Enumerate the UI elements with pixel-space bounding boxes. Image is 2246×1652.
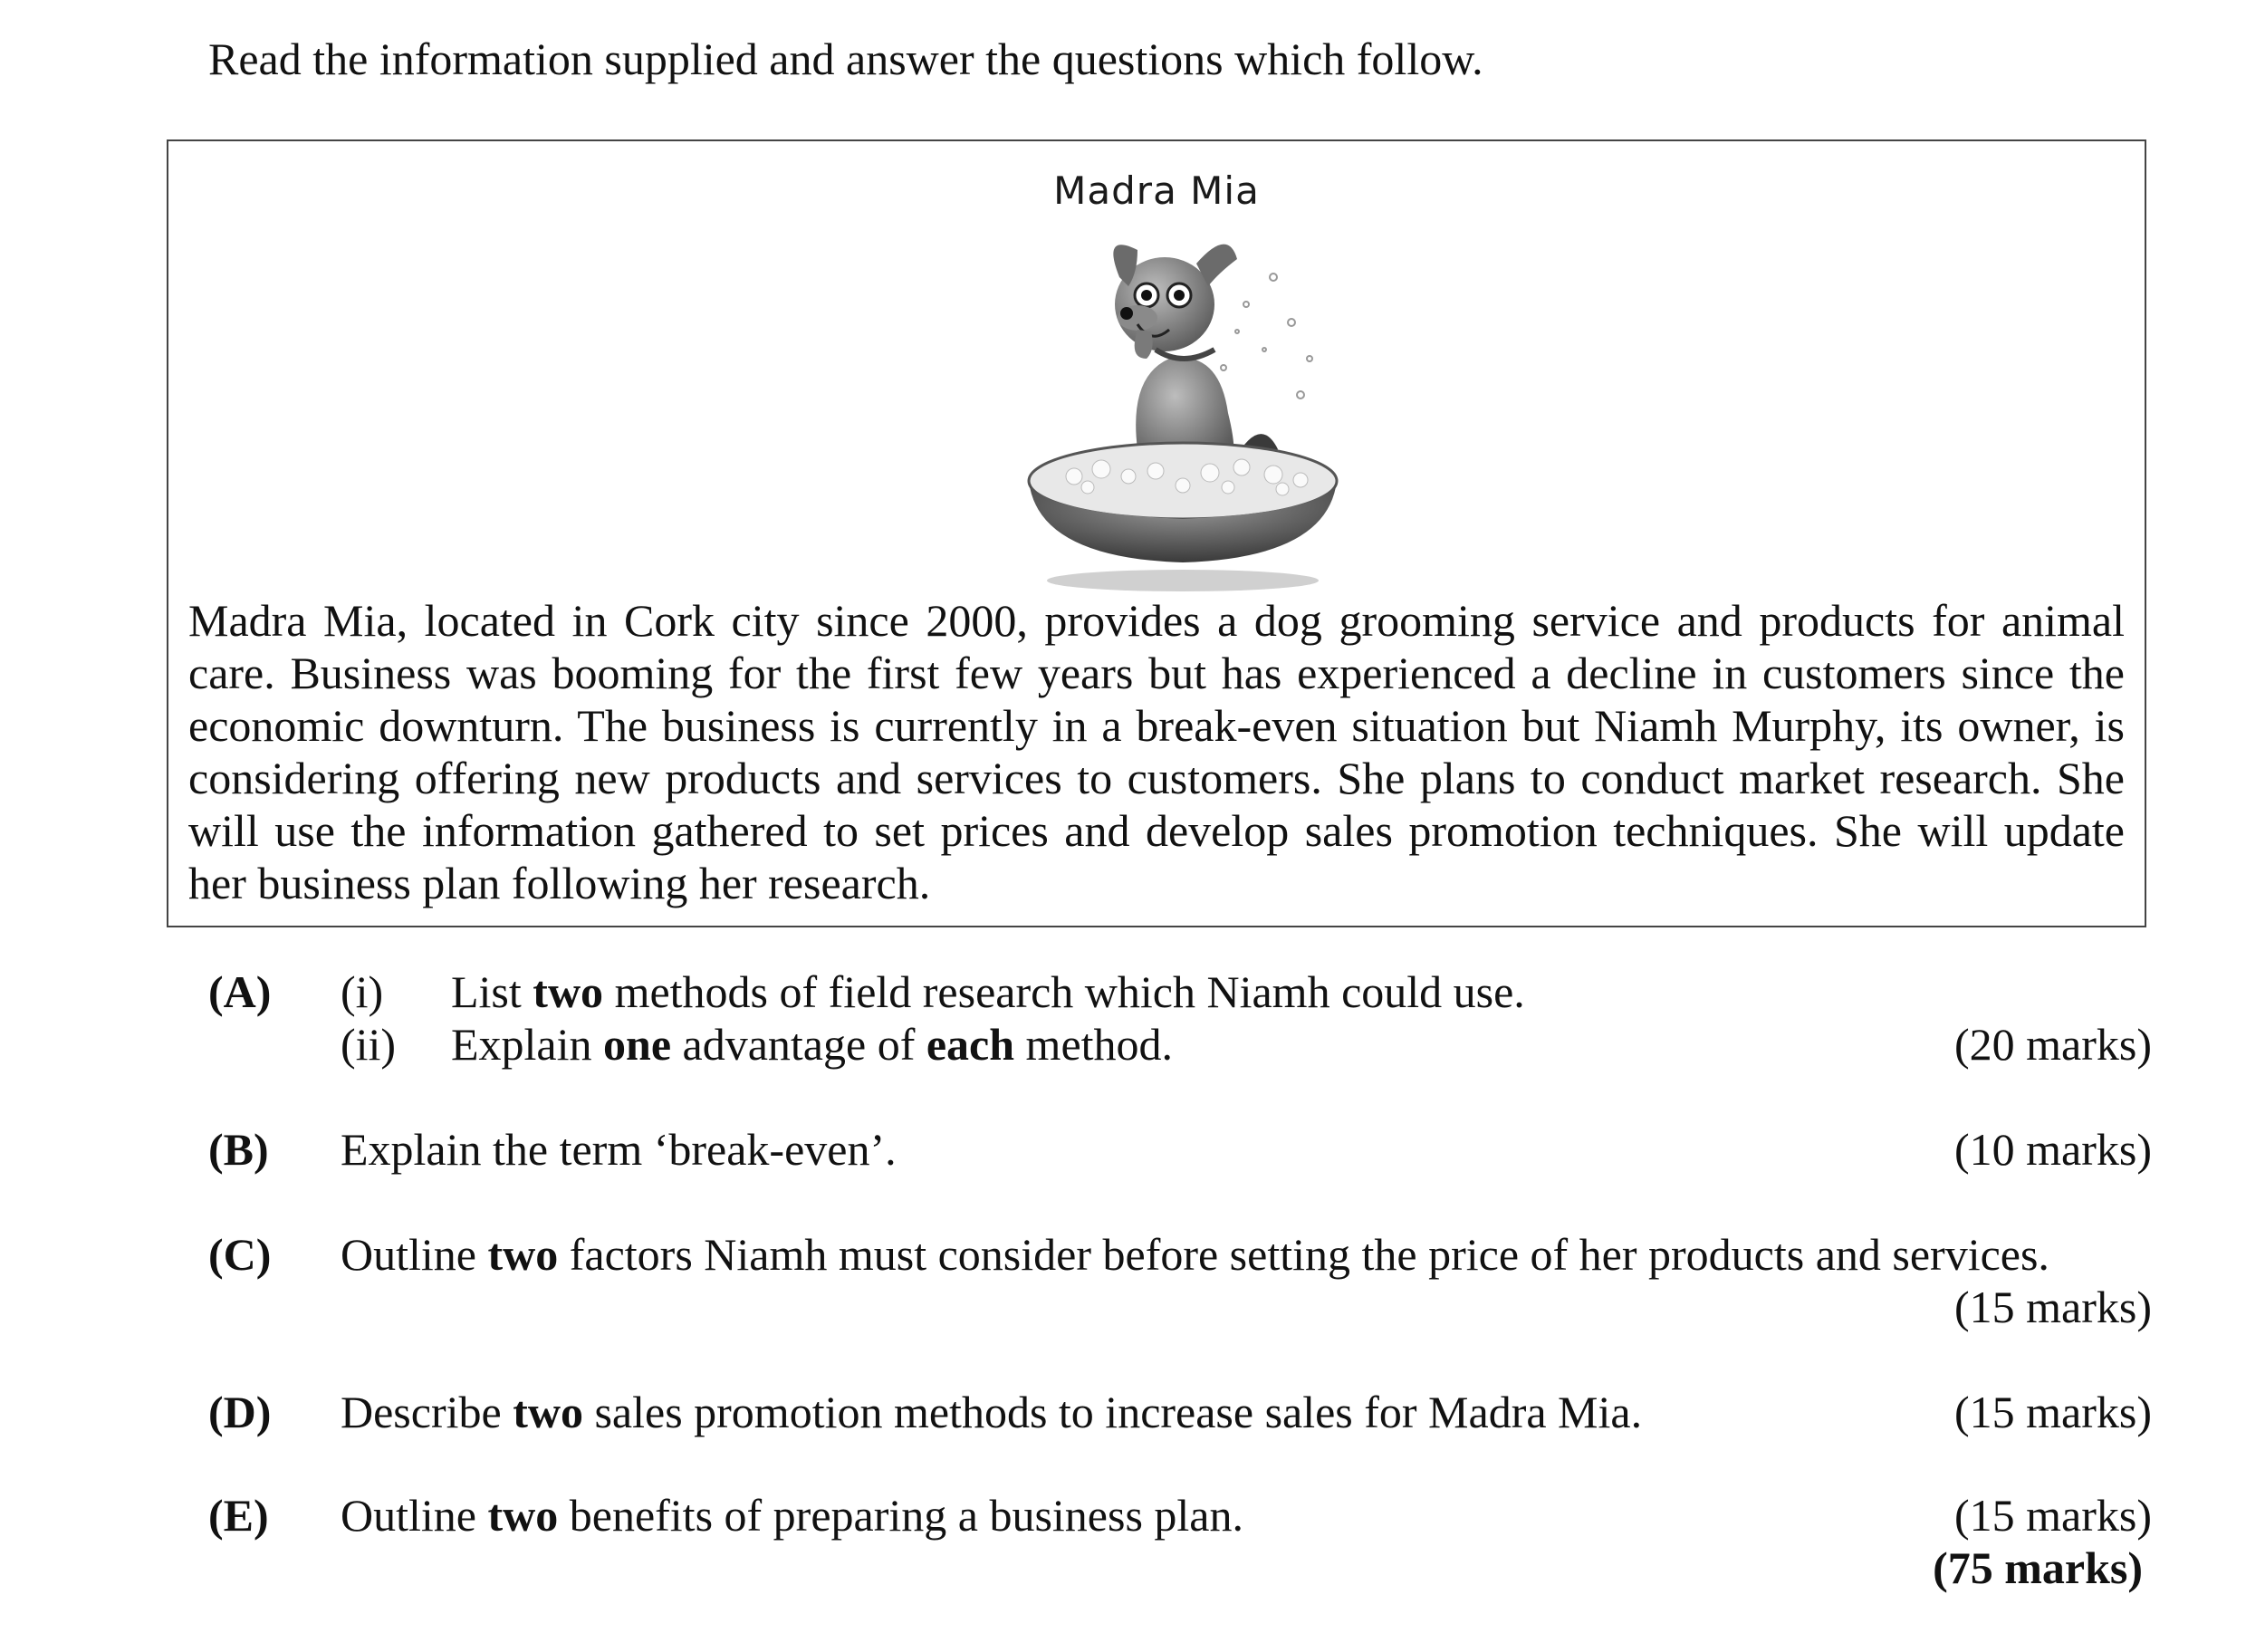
question-a-i-label: (i) [341,966,384,1017]
question-a-i-text: List two methods of field research which Niamh could use. [451,966,1525,1017]
question-d [208,1386,2152,1440]
instructions: Read the information supplied and answer the questions which follow. [208,34,1483,84]
question-e-text: Outline two benefits of preparing a business plan. [341,1490,1243,1541]
total-marks: (75 marks) [1933,1542,2143,1593]
dog-in-bath-icon [1002,223,1364,594]
question-c-label: (C) [208,1229,272,1280]
question-a-ii-text: Explain one advantage of each method. [451,1019,1174,1070]
logo-title: Madra Mia [1053,168,1260,213]
question-c-text: Outline two factors Niamh must consider before setting the price of her products and services. [341,1229,2049,1280]
question-b-marks: (10 marks) [1954,1124,2152,1175]
question-a [208,965,2152,1074]
question-e-label: (E) [208,1490,269,1541]
question-e [208,1489,2152,1598]
question-d-label: (D) [208,1387,272,1437]
question-d-text: Describe two sales promotion methods to increase sales for Madra Mia. [341,1387,1643,1437]
question-e-marks: (15 marks) [1954,1490,2152,1541]
question-c [208,1228,2152,1337]
question-a-label: (A) [208,966,272,1017]
question-a-marks: (20 marks) [1954,1019,2152,1070]
case-study-text: Madra Mia, located in Cork city since 2000, provides a dog grooming service and products for animal care. Business was booming for the first few years but has experienced a decline in customers since the economic downturn. The business is currently in a break-even situation but Niamh Murphy, its owner, is considering offering new products and services to customers. She plans to conduct market research. She will use the information gathered to set prices and develop sales promotion techniques. She will update her business plan following her research. [188,595,2125,908]
question-a-ii-label: (ii) [341,1019,397,1070]
question-c-marks: (15 marks) [1954,1282,2152,1332]
question-b-label: (B) [208,1124,269,1175]
question-b-text: Explain the term ‘break-even’. [341,1124,897,1175]
question-d-marks: (15 marks) [1954,1387,2152,1437]
question-b [208,1123,2152,1177]
case-study-box [167,139,2146,927]
